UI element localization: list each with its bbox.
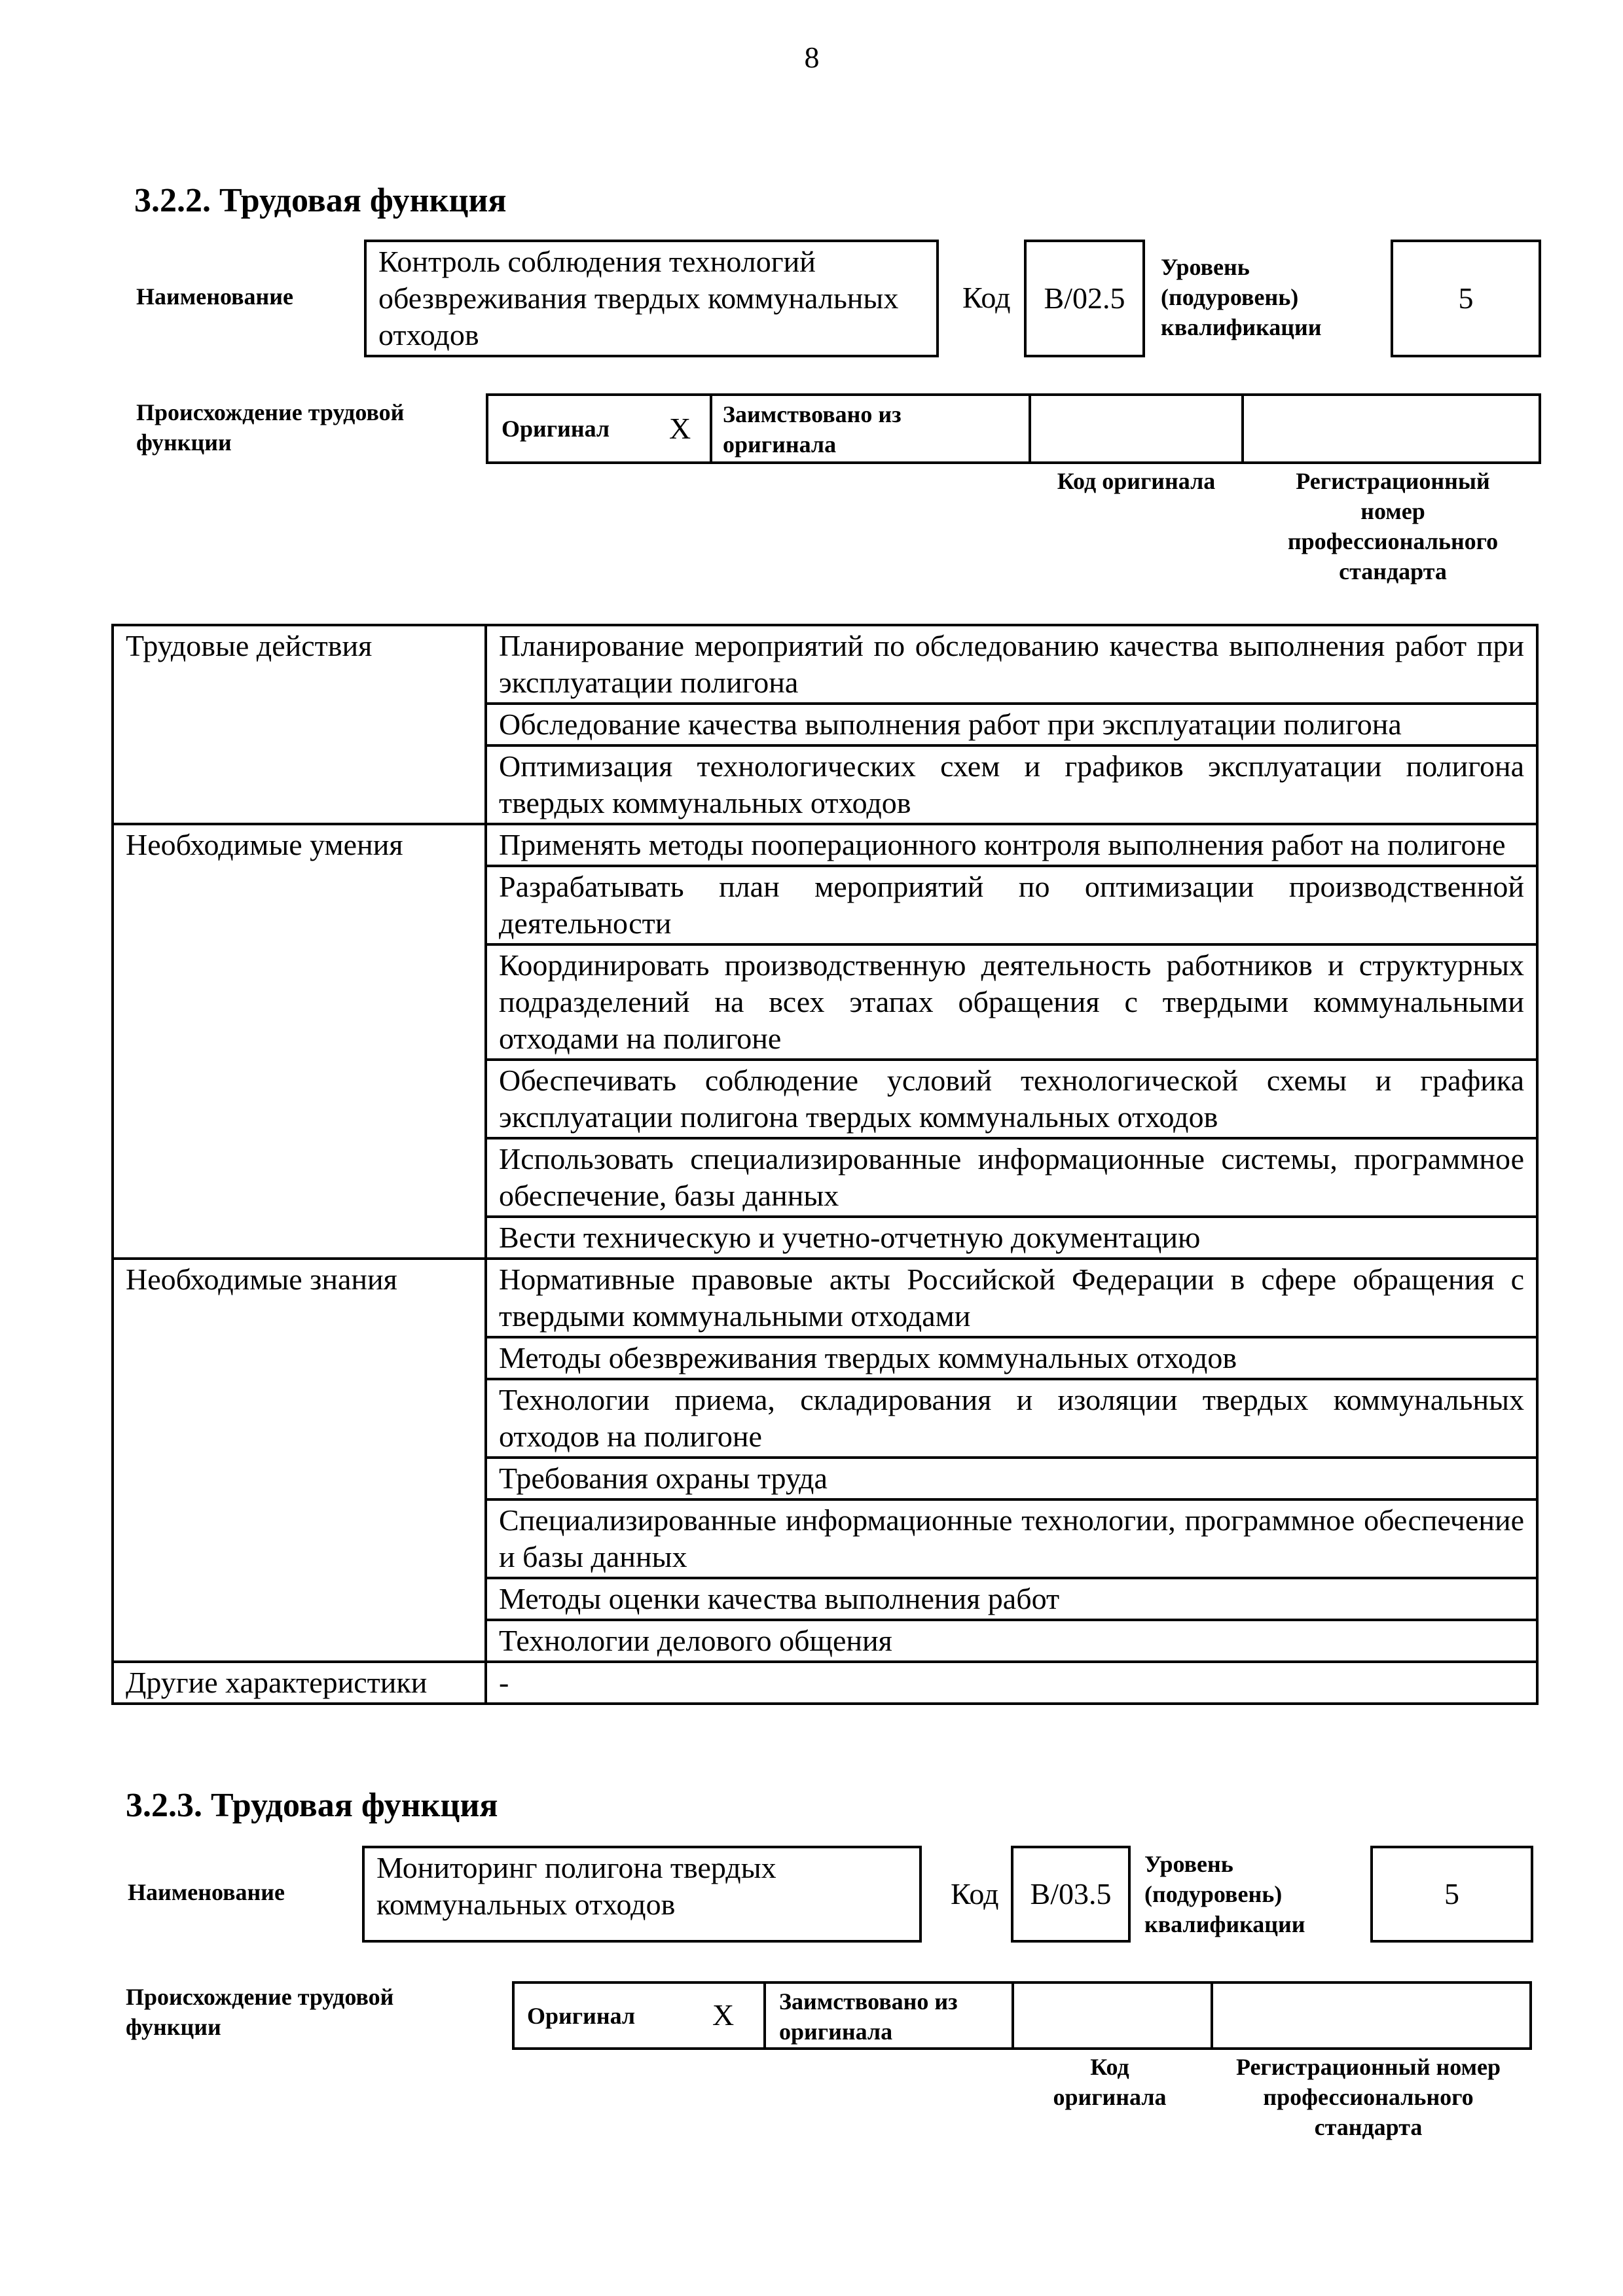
borrowed-label: Заимствовано из оригинала — [723, 401, 902, 457]
name-label: Наименование — [128, 1879, 285, 1905]
code-box — [1024, 240, 1145, 357]
group-label: Другие характеристики — [113, 1662, 486, 1704]
table-row — [113, 625, 1537, 704]
reg-number-caption: Регистрационный номер профессионального стандарта — [1287, 468, 1499, 584]
code-value: B/02.5 — [1044, 281, 1125, 315]
level-value: 5 — [1444, 1877, 1459, 1910]
code-original-caption: Код оригинала — [1053, 2054, 1167, 2110]
page-number: 8 — [804, 41, 820, 74]
section-heading-323: 3.2.3. Трудовая функция — [126, 1787, 498, 1824]
table-cell: Оптимизация технологических схем и графиков эксплуатации полигона твердых коммунальных отходов — [486, 745, 1537, 824]
table-cell: Планирование мероприятий по обследованию качества выполнения работ при эксплуатации полигона — [486, 625, 1537, 704]
code-box — [1011, 1846, 1131, 1943]
function-name-value: Мониторинг полигона твердых коммунальных отходов — [376, 1851, 776, 1921]
table-cell: Обследование качества выполнения работ при эксплуатации полигона — [486, 704, 1537, 745]
origin-divider — [763, 1981, 766, 2050]
table-cell: Требования охраны труда — [486, 1458, 1537, 1499]
original-label: Оригинал — [501, 416, 610, 442]
table-cell: Вести техническую и учетно-отчетную документацию — [486, 1217, 1537, 1259]
function-name-value: Контроль соблюдения технологий обезвреживания твердых коммунальных отходов — [378, 245, 899, 351]
table-cell: Методы оценки качества выполнения работ — [486, 1578, 1537, 1620]
name-label: Наименование — [136, 283, 293, 310]
original-mark: X — [712, 1998, 735, 2032]
origin-divider — [1012, 1981, 1014, 2050]
table-cell: Координировать производственную деятельность работников и структурных подразделений на всех этапах обращения с твердыми коммунальными отходами на полигоне — [486, 944, 1537, 1060]
table-cell: Нормативные правовые акты Российской Федерации в сфере обращения с твердыми коммунальными отходами — [486, 1259, 1537, 1337]
function-name-box — [364, 240, 939, 357]
origin-table — [486, 393, 1541, 464]
reg-number-caption: Регистрационный номер профессионального стандарта — [1235, 2054, 1501, 2140]
origin-divider — [710, 393, 712, 464]
table-cell: Технологии делового общения — [486, 1620, 1537, 1662]
function-name-box — [362, 1846, 922, 1943]
table-cell: Методы обезвреживания твердых коммунальных отходов — [486, 1337, 1537, 1379]
table-cell: Разрабатывать план мероприятий по оптимизации производственной деятельности — [486, 866, 1537, 944]
origin-table — [512, 1981, 1532, 2050]
table-cell: Специализированные информационные технологии, программное обеспечение и базы данных — [486, 1499, 1537, 1578]
origin-label: Происхождение трудовой функции — [126, 1984, 394, 2040]
level-box — [1370, 1846, 1533, 1943]
origin-divider — [1211, 1981, 1213, 2050]
section-heading-322: 3.2.2. Трудовая функция — [134, 182, 507, 219]
group-label: Трудовые действия — [113, 625, 486, 824]
origin-label: Происхождение трудовой функции — [136, 399, 405, 456]
origin-divider — [1241, 393, 1244, 464]
level-value: 5 — [1458, 281, 1474, 315]
code-original-caption: Код оригинала — [1057, 468, 1216, 494]
table-cell: Использовать специализированные информационные системы, программное обеспечение, базы данных — [486, 1138, 1537, 1217]
table-cell: Применять методы пооперационного контроля выполнения работ на полигоне — [486, 824, 1537, 866]
group-label: Необходимые умения — [113, 824, 486, 1259]
code-label: Код — [962, 281, 1011, 314]
level-label: Уровень (подуровень) квалификации — [1144, 1851, 1305, 1937]
original-label: Оригинал — [527, 2003, 636, 2029]
labor-function-table — [111, 624, 1539, 1705]
table-cell: Технологии приема, складирования и изоляции твердых коммунальных отходов на полигоне — [486, 1379, 1537, 1458]
table-row — [113, 1259, 1537, 1337]
code-value: B/03.5 — [1030, 1877, 1112, 1910]
level-box — [1391, 240, 1541, 357]
table-row — [113, 1662, 1537, 1704]
origin-divider — [1029, 393, 1031, 464]
borrowed-label: Заимствовано из оригинала — [779, 1988, 958, 2045]
level-label: Уровень (подуровень) квалификации — [1161, 254, 1322, 340]
code-label: Код — [951, 1877, 999, 1910]
table-cell: Обеспечивать соблюдение условий технологической схемы и графика эксплуатации полигона твердых коммунальных отходов — [486, 1060, 1537, 1138]
group-label: Необходимые знания — [113, 1259, 486, 1662]
original-mark: X — [669, 412, 691, 445]
table-cell: - — [486, 1662, 1537, 1704]
table-row — [113, 824, 1537, 866]
